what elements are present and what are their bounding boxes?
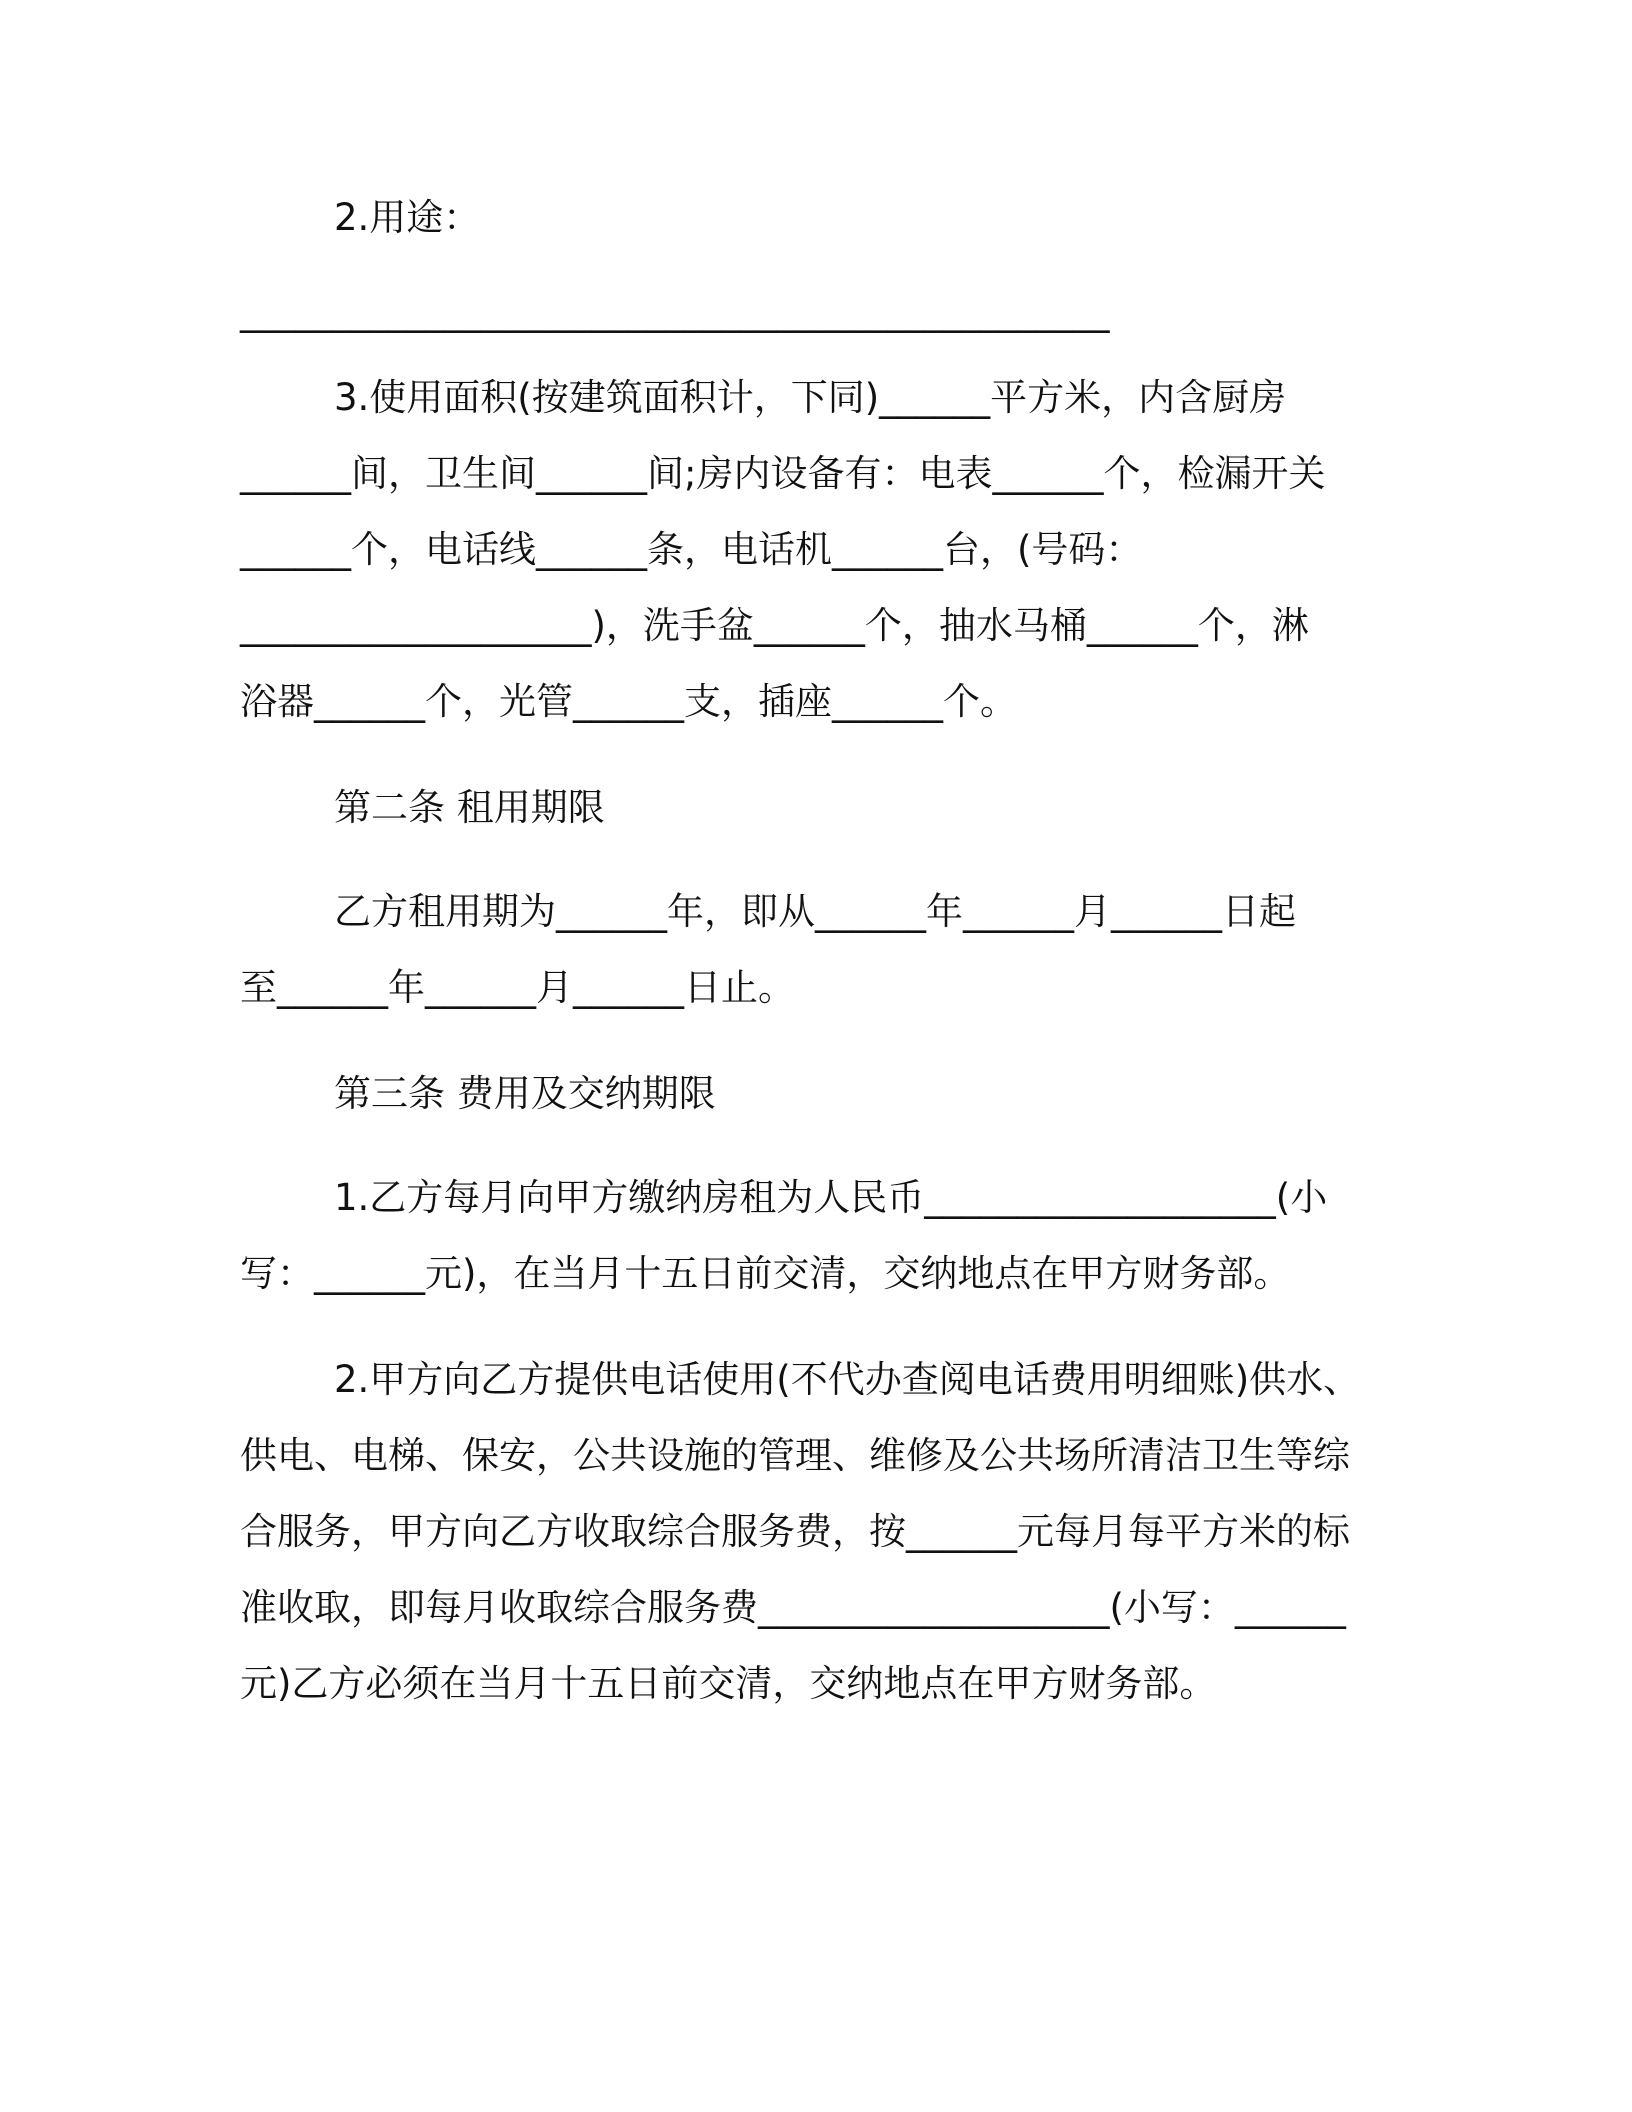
clause-2-usage-label: 2.用途： — [334, 196, 481, 239]
lease-term-line-1: 乙方租用期为______年，即从______年______月______日起 — [334, 890, 1296, 933]
clause-3-area-line-4: ___________________)，洗手盆______个，抽水马桶______个，淋 — [240, 604, 1309, 647]
article-3-heading: 第三条 费用及交纳期限 — [334, 1072, 716, 1115]
service-fee-line-4: 准收取，即每月收取综合服务费___________________(小写：______ — [240, 1586, 1346, 1629]
article-2-heading: 第二条 租用期限 — [334, 786, 605, 829]
service-fee-line-5: 元)乙方必须在当月十五日前交清，交纳地点在甲方财务部。 — [240, 1662, 1217, 1705]
service-fee-line-1: 2.甲方向乙方提供电话使用(不代办查阅电话费用明细账)供水、 — [334, 1358, 1361, 1401]
clause-3-area-line-1: 3.使用面积(按建筑面积计，下同)______平方米，内含厨房 — [334, 376, 1287, 419]
rent-clause-line-2: 写：______元)，在当月十五日前交清，交纳地点在甲方财务部。 — [240, 1252, 1291, 1295]
clause-3-area-line-2: ______间，卫生间______间;房内设备有：电表______个，检漏开关 — [240, 452, 1326, 495]
clause-3-area-line-5: 浴器______个，光管______支，插座______个。 — [240, 680, 1017, 723]
service-fee-line-2: 供电、电梯、保安，公共设施的管理、维修及公共场所清洁卫生等综 — [240, 1434, 1350, 1477]
clause-3-area-line-3: ______个，电话线______条，电话机______台，(号码： — [240, 528, 1143, 571]
rent-clause-line-1: 1.乙方每月向甲方缴纳房租为人民币___________________(小 — [334, 1176, 1328, 1219]
service-fee-line-3: 合服务，甲方向乙方收取综合服务费，按______元每月每平方米的标 — [240, 1510, 1350, 1553]
lease-term-line-2: 至______年______月______日止。 — [240, 966, 795, 1009]
usage-blank-line: _______________________________________________ — [240, 290, 1110, 333]
